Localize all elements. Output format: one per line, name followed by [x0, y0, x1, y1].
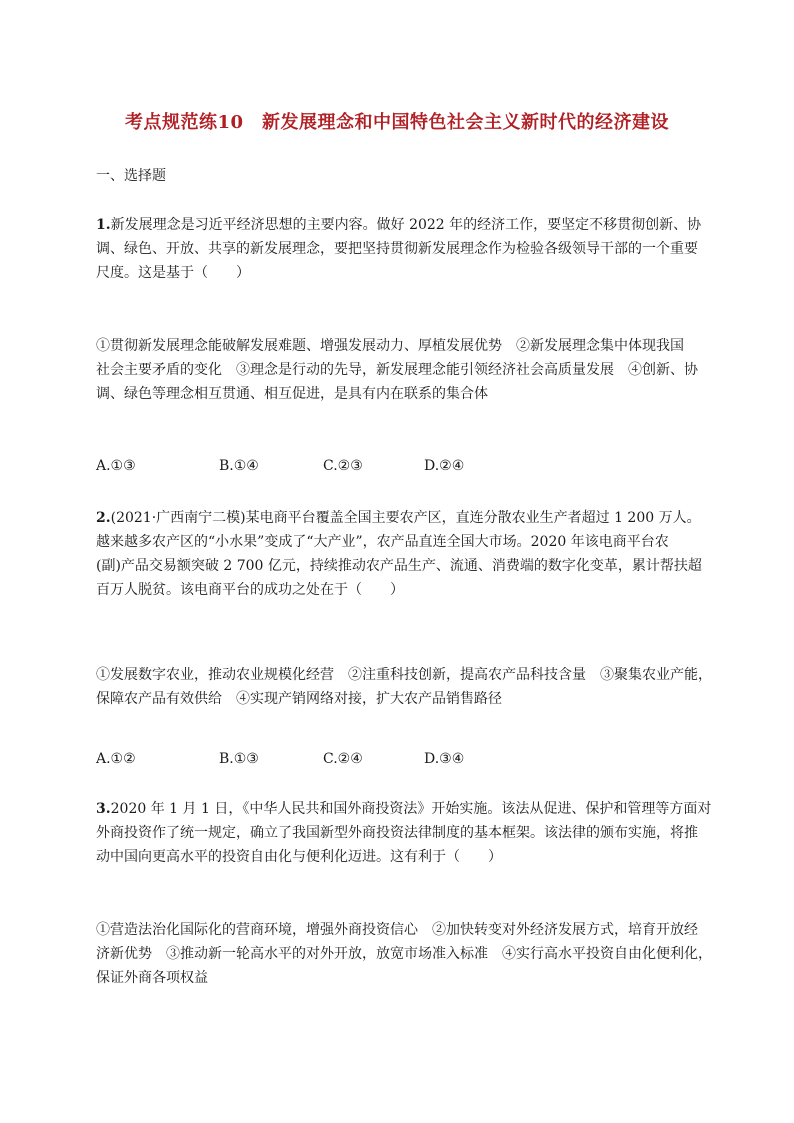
- statement-line: 济新优势 ③推动新一轮高水平的对外开放，放宽市场准入标准 ④实行高水平投资自由化便利化，: [96, 946, 712, 962]
- statement-line: 保障农产品有效供给 ④实现产销网络对接，扩大农产品销售路径: [96, 691, 502, 707]
- option-a: A.①③: [96, 458, 136, 474]
- option-a: A.①②: [96, 751, 136, 767]
- stem-line: 调、绿色、开放、共享的新发展理念，要把坚持贯彻新发展理念作为检验各级领导干部的一个重要: [96, 241, 698, 257]
- statement-line: 社会主要矛盾的变化 ③理念是行动的先导，新发展理念能引领经济社会高质量发展 ④创新、协: [96, 362, 698, 378]
- stem-line: (副)产品交易额突破 2 700 亿元，持续推动农产品生产、流通、消费端的数字化变革，累计帮扶超: [96, 558, 702, 574]
- option-b: B.①③: [219, 751, 259, 767]
- question-3-stem: [96, 797, 712, 869]
- question-number: 3.: [96, 801, 111, 817]
- statement-line: ①发展数字农业，推动农业规模化经营 ②注重科技创新，提高农产品科技含量 ③聚集农业产能，: [96, 667, 712, 683]
- section-heading: 一、选择题: [96, 168, 166, 184]
- stem-line: 尺度。这是基于（ ）: [96, 265, 250, 281]
- question-3-statements: [96, 918, 712, 990]
- statement-line: ①贯彻新发展理念能破解发展难题、增强发展动力、厚植发展优势 ②新发展理念集中体现我国: [96, 338, 684, 354]
- question-2-options: [96, 751, 696, 771]
- question-1-options: [96, 458, 696, 478]
- question-1-stem: [96, 213, 702, 285]
- statement-line: 保证外商各项权益: [96, 970, 208, 986]
- statement-line: ①营造法治化国际化的营商环境，增强外商投资信心 ②加快转变对外经济发展方式，培育开放经: [96, 922, 698, 938]
- stem-line: 越来越多农产区的“小水果”变成了“大产业”，农产品直连全国大市场。2020 年该电商平台农: [96, 534, 669, 550]
- page-title: 考点规范练10 新发展理念和中国特色社会主义新时代的经济建设: [124, 112, 670, 133]
- stem-line: 3.2020 年 1 月 1 日，《中华人民共和国外商投资法》开始实施。该法从促进、保护和管理等方面对: [96, 801, 712, 817]
- question-number: 2.: [96, 510, 111, 526]
- stem-line: 1.新发展理念是习近平经济思想的主要内容。做好 2022 年的经济工作，要坚定不移贯彻创新、协: [96, 217, 702, 233]
- statement-line: 调、绿色等理念相互贯通、相互促进，是具有内在联系的集合体: [96, 386, 488, 402]
- question-1-statements: [96, 334, 696, 406]
- option-d: D.③④: [424, 751, 465, 767]
- option-c: C.②④: [323, 751, 363, 767]
- stem-line: 动中国向更高水平的投资自由化与便利化迈进。这有利于（ ）: [96, 849, 502, 865]
- option-d: D.②④: [424, 458, 465, 474]
- option-c: C.②③: [323, 458, 363, 474]
- question-number: 1.: [96, 217, 111, 233]
- stem-line: 百万人脱贫。该电商平台的成功之处在于（ ）: [96, 582, 404, 598]
- stem-line: 2.(2021·广西南宁二模)某电商平台覆盖全国主要农产区，直连分散农业生产者超过 1 200 万人。: [96, 510, 701, 526]
- question-2-stem: [96, 506, 702, 602]
- stem-line: 外商投资作了统一规定，确立了我国新型外商投资法律制度的基本框架。该法律的颁布实施，将推: [96, 825, 698, 841]
- option-b: B.①④: [219, 458, 259, 474]
- question-2-statements: [96, 663, 712, 711]
